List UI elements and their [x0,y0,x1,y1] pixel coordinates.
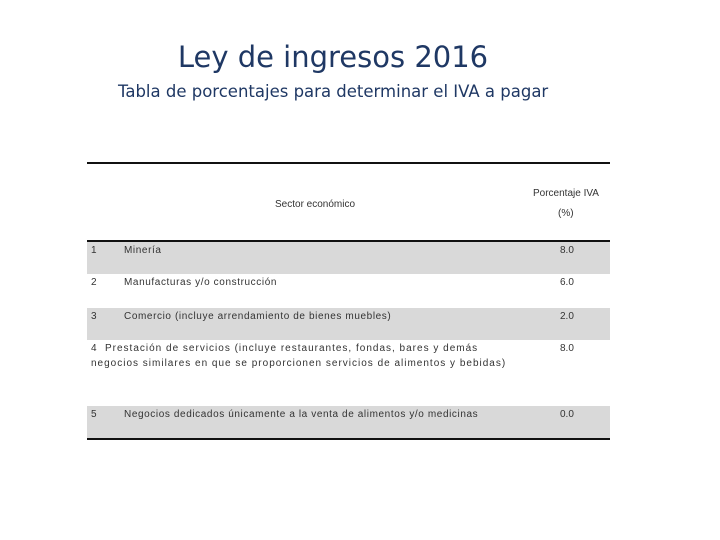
row-sector: Prestación de servicios (incluye restaurantes, fondas, bares y demás negocios similares en que se proporcionen servicios de alimentos y bebidas) [91,343,507,369]
row-sector: Manufacturas y/o construcción [124,277,278,288]
table-row [87,340,610,406]
row-number: 1 [91,245,97,256]
row-number: 4 [91,343,97,354]
table-row [87,242,610,274]
page-title: Ley de ingresos 2016 [177,40,489,74]
row-value: 6.0 [560,277,574,288]
row-number: 5 [91,409,97,420]
header-sector: Sector económico [275,199,356,210]
row-sector: Negocios dedicados únicamente a la venta de alimentos y/o medicinas [124,409,479,420]
page-subtitle: Tabla de porcentajes para determinar el IVA a pagar [118,82,549,101]
row-sector: Minería [124,245,162,256]
row-value: 2.0 [560,311,574,322]
row-value: 0.0 [560,409,574,420]
header-percentage: Porcentaje IVA [533,188,599,199]
row-number: 2 [91,277,97,288]
row-number: 3 [91,311,97,322]
table-row [87,274,610,308]
table-top-rule [87,162,610,164]
row-sector: Comercio (incluye arrendamiento de bienes muebles) [124,311,392,322]
table-bottom-rule [87,438,610,440]
row-value: 8.0 [560,343,574,354]
table-row [87,308,610,340]
table-row [87,406,610,438]
row-value: 8.0 [560,245,574,256]
header-unit: (%) [558,208,574,219]
